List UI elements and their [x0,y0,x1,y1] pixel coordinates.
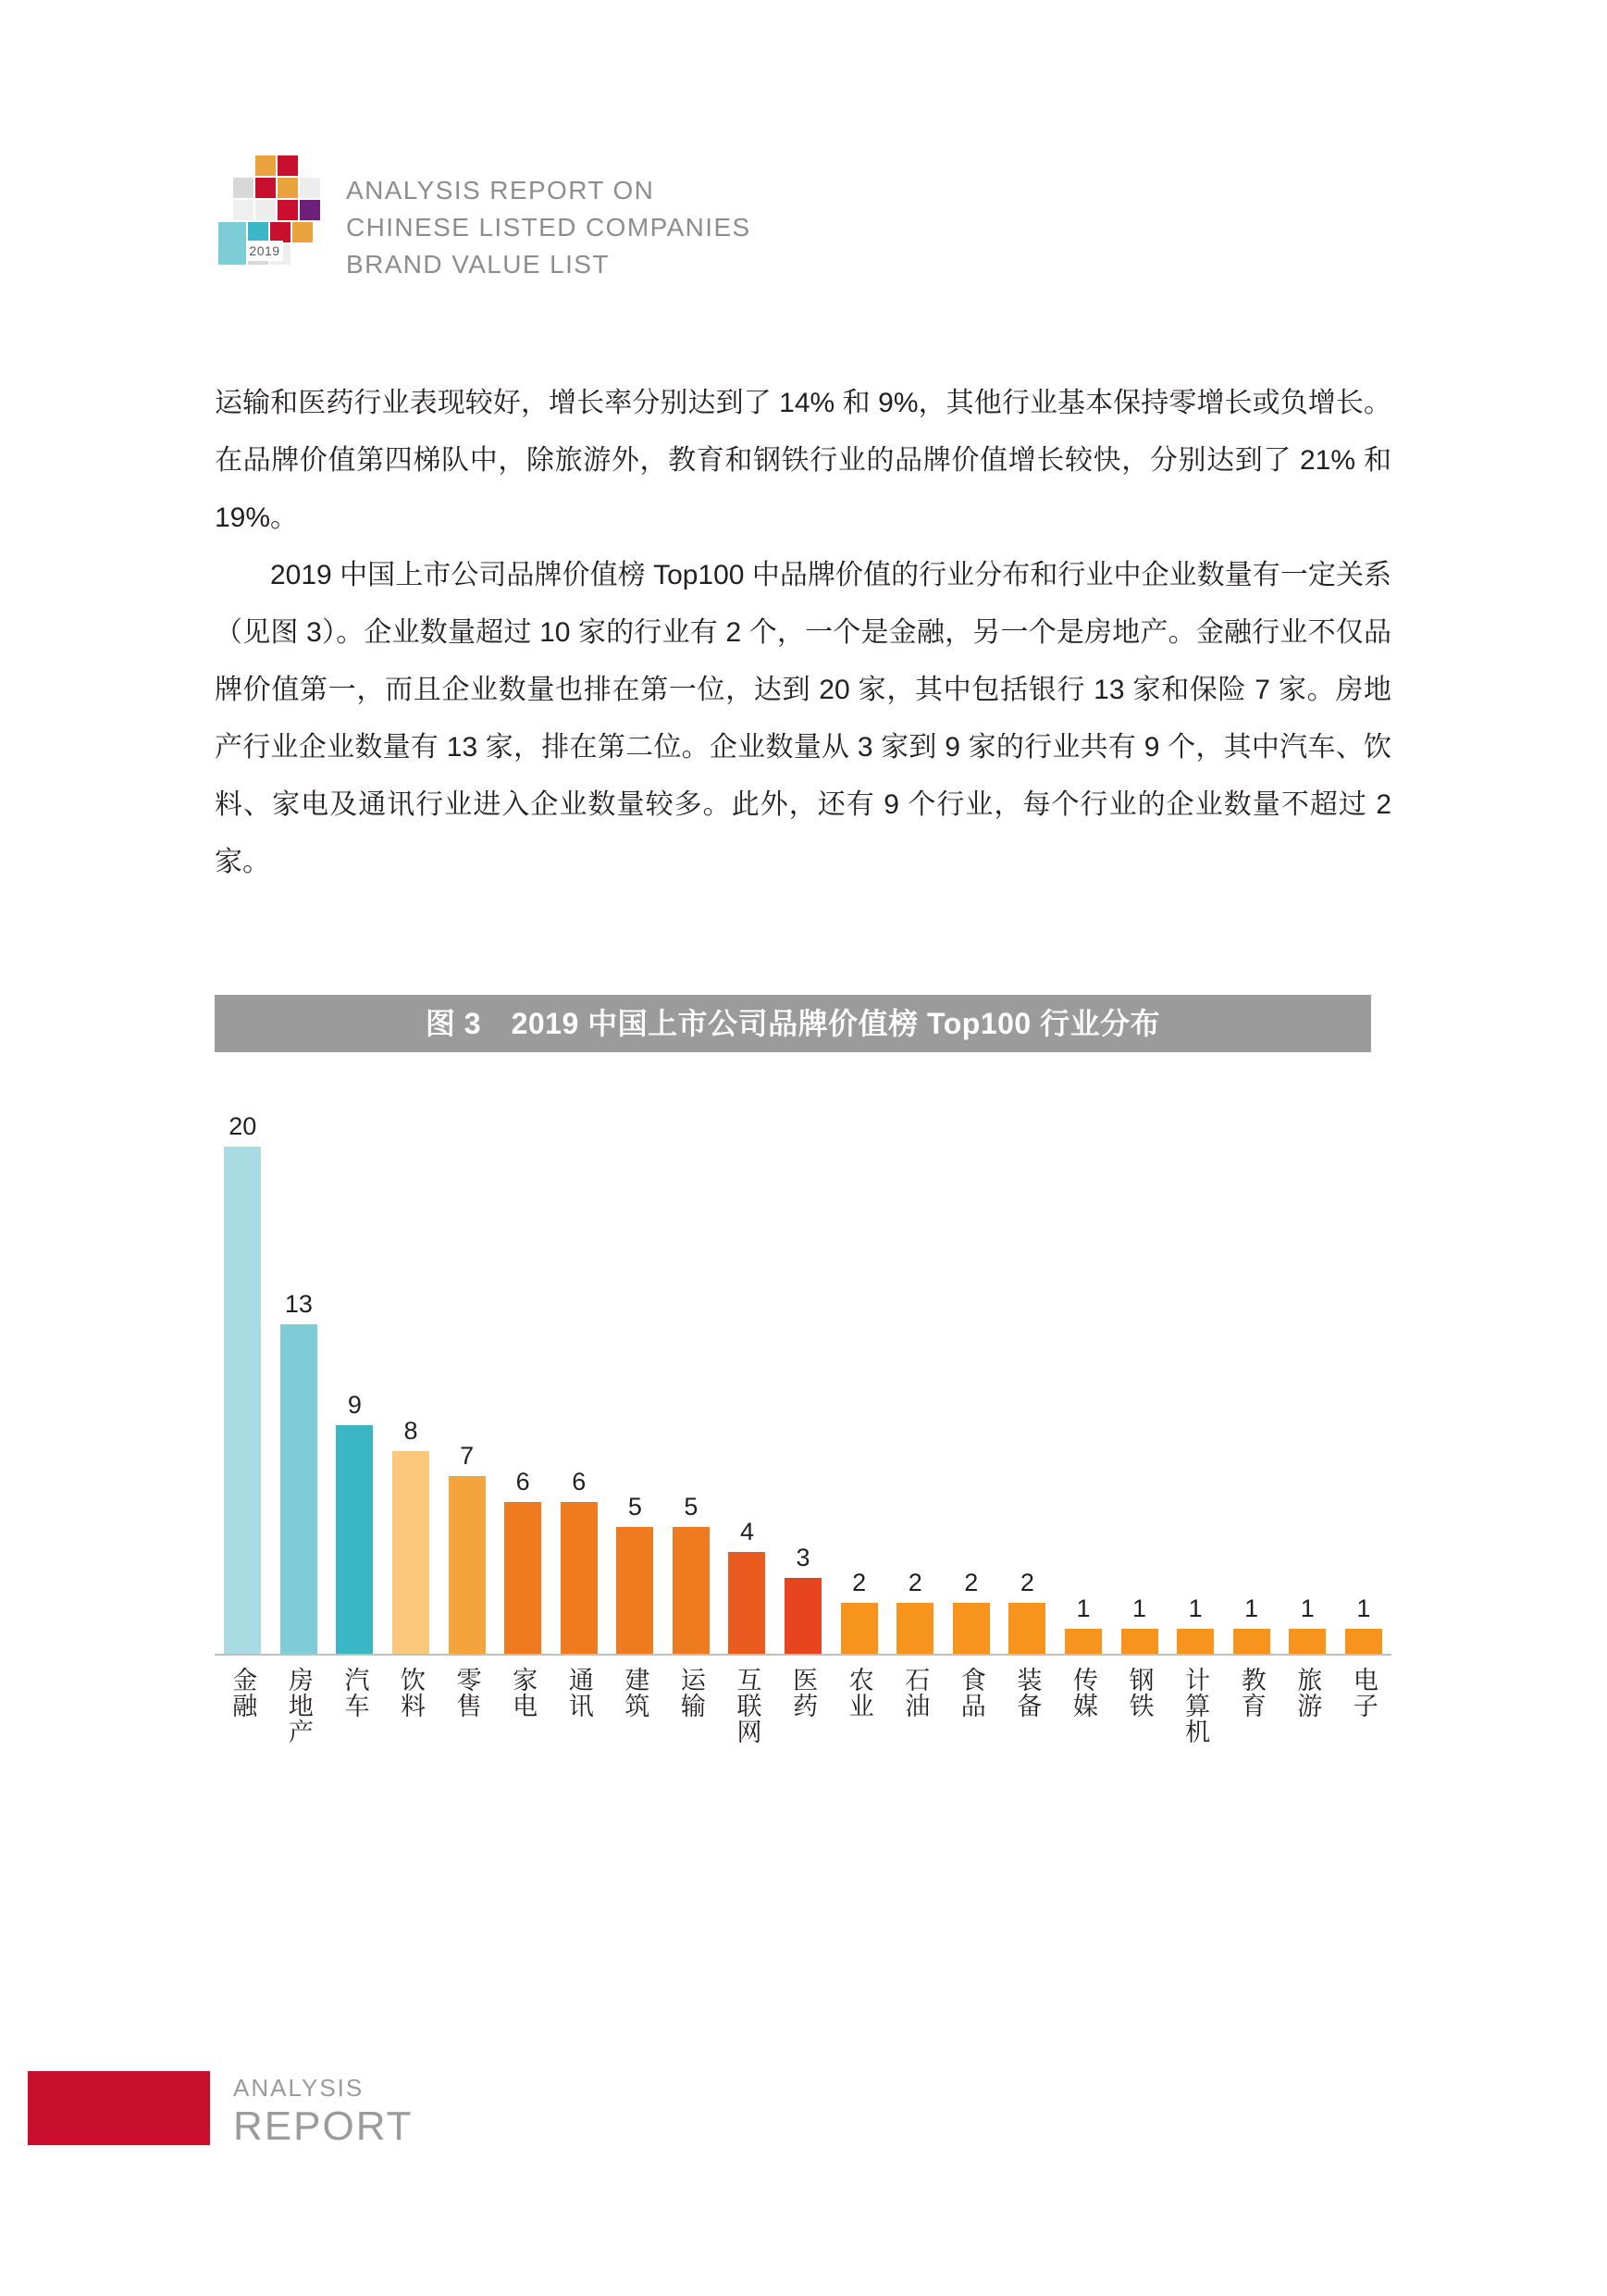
category-label [1336,1657,1392,1719]
category-label [831,1657,887,1719]
footer-accent-bar [28,2071,210,2145]
bar-column [1056,1110,1112,1654]
bar-column [1111,1110,1168,1654]
bar-rect [392,1451,429,1654]
bar-rect [841,1603,878,1654]
bar-rect [336,1425,373,1654]
bar-rect [1065,1629,1102,1654]
bar-column [439,1110,495,1654]
bar-value-label: 6 [572,1467,587,1496]
bar-column [383,1110,439,1654]
bar-rect [896,1603,933,1654]
bar-rect [1121,1629,1158,1654]
bar-rect [1177,1629,1214,1654]
bar-rect [224,1147,261,1654]
footer-line-2: REPORT [233,2104,414,2149]
category-label-text: 医药 [789,1667,818,1719]
bar-rect [449,1476,486,1654]
bar-column [1168,1110,1224,1654]
bar-column [1336,1110,1392,1654]
paragraph-1: 运输和医药行业表现较好，增长率分别达到了 14% 和 9%，其他行业基本保持零增长或负增长。在品牌价值第四梯队中，除旅游外，教育和钢铁行业的品牌价值增长较快，分别达到了 21% 和 19%。 [215,388,1391,533]
bar-column [999,1110,1056,1654]
category-label [1056,1657,1112,1719]
category-label [1111,1657,1168,1719]
bar-rect [1233,1629,1270,1654]
category-label [1279,1657,1336,1719]
category-label [495,1657,551,1719]
report-title [346,155,751,282]
footer-label [233,2073,414,2151]
bar-column [719,1110,775,1654]
category-label-text: 传媒 [1069,1667,1097,1719]
bar-column [1223,1110,1279,1654]
bar-value-label: 20 [229,1112,257,1140]
category-label-text: 计算机 [1181,1667,1210,1744]
category-label-text: 装备 [1013,1667,1042,1719]
bar-column [327,1110,383,1654]
bar-rect [561,1502,598,1654]
category-label [550,1657,607,1719]
bar-rect [673,1527,710,1654]
category-label [999,1657,1056,1719]
category-label-text: 建筑 [621,1667,649,1719]
category-label-text: 钢铁 [1125,1667,1154,1719]
bar-value-label: 7 [460,1442,475,1471]
bar-rect [1345,1629,1382,1654]
bar-rect [616,1527,653,1654]
bar-value-label: 1 [1244,1594,1259,1622]
bar-value-label: 5 [684,1493,698,1520]
category-label-text: 饮料 [397,1667,426,1719]
bar-value-label: 1 [1300,1594,1315,1622]
paragraph-2: 2019 中国上市公司品牌价值榜 Top100 中品牌价值的行业分布和行业中企业数量有一定关系（见图 3）。企业数量超过 10 家的行业有 2 个，一个是金融，另一个是房地产。金融行业不仅品牌价值第一，而且企业数量也排在第一位，达到 20 家，其中包括银行 13 家和保险 7 家。房地产行业企业数量有 13 家，排在第二位。企业数量从 3 家到 9 家的行业共有 9 个，其中汽车、饮料、家电及通讯行业进入企业数量较多。此外，还有 9 个行业，每个行业的企业数量不超过 2 家。 [215,560,1391,877]
chart-category-labels [215,1657,1391,1757]
bar-column [944,1110,1000,1654]
bar-value-label: 1 [1076,1594,1091,1622]
category-label-text: 金融 [229,1667,257,1719]
logo-year-badge: 2019 [246,241,283,261]
bar-value-label: 3 [796,1543,810,1571]
bar-column [775,1110,832,1654]
category-label [1168,1657,1224,1744]
category-label-text: 房地产 [284,1667,313,1744]
category-label-text: 农业 [845,1667,873,1719]
chart-plot-area [215,1110,1391,1656]
category-label [383,1657,439,1719]
bar-rect [504,1502,541,1654]
category-label [439,1657,495,1719]
category-label-text: 互联网 [733,1667,761,1744]
category-label [719,1657,775,1744]
body-copy [215,375,1391,891]
bar-value-label: 1 [1132,1594,1147,1622]
footer-line-1: ANALYSIS [233,2074,365,2102]
category-label-text: 石油 [901,1667,930,1719]
bar-value-label: 4 [739,1518,754,1546]
category-label-text: 零售 [452,1667,481,1719]
bar-value-label: 2 [964,1569,979,1597]
bar-value-label: 13 [284,1289,313,1318]
category-label [607,1657,663,1719]
bar-rect [728,1552,765,1654]
bar-rect [1289,1629,1326,1654]
industry-distribution-bar-chart [215,1082,1391,1757]
bar-column [607,1110,663,1654]
category-label [1223,1657,1279,1719]
chart-bars [215,1110,1391,1654]
category-label [944,1657,1000,1719]
report-title-line-3: BRAND VALUE LIST [346,249,610,279]
bar-rect [1008,1603,1045,1654]
report-title-line-2: CHINESE LISTED COMPANIES [346,212,751,242]
category-label [271,1657,328,1744]
bar-rect [953,1603,990,1654]
bar-rect [785,1578,822,1654]
bar-value-label: 9 [347,1391,362,1420]
brand-logo-icon [218,155,328,274]
bar-column [271,1110,328,1654]
figure-3 [215,995,1391,1757]
bar-column [495,1110,551,1654]
category-label-text: 食品 [957,1667,985,1719]
bar-column [831,1110,887,1654]
category-label [215,1657,271,1719]
category-label-text: 运输 [676,1667,705,1719]
bar-rect [280,1324,317,1654]
category-label-text: 旅游 [1293,1667,1322,1719]
category-label-text: 汽车 [340,1667,369,1719]
category-label-text: 家电 [509,1667,538,1719]
category-label [663,1657,720,1719]
bar-value-label: 2 [852,1569,867,1597]
report-title-line-1: ANALYSIS REPORT ON [346,176,655,205]
bar-column [887,1110,944,1654]
chart-x-axis [215,1654,1391,1656]
bar-column [1279,1110,1336,1654]
category-label [775,1657,832,1719]
bar-column [550,1110,607,1654]
report-header [218,155,751,282]
bar-value-label: 2 [1020,1569,1034,1597]
category-label-text: 通讯 [564,1667,593,1719]
bar-value-label: 5 [627,1493,642,1520]
bar-column [215,1110,271,1654]
bar-value-label: 8 [403,1416,418,1445]
bar-value-label: 6 [515,1467,530,1496]
category-label [327,1657,383,1719]
figure-title: 图 3 2019 中国上市公司品牌价值榜 Top100 行业分布 [215,995,1371,1052]
category-label-text: 电子 [1349,1667,1378,1719]
category-label-text: 教育 [1237,1667,1266,1719]
bar-value-label: 2 [908,1569,922,1597]
bar-column [663,1110,720,1654]
category-label [887,1657,944,1719]
bar-value-label: 1 [1188,1594,1203,1622]
bar-value-label: 1 [1356,1594,1371,1622]
